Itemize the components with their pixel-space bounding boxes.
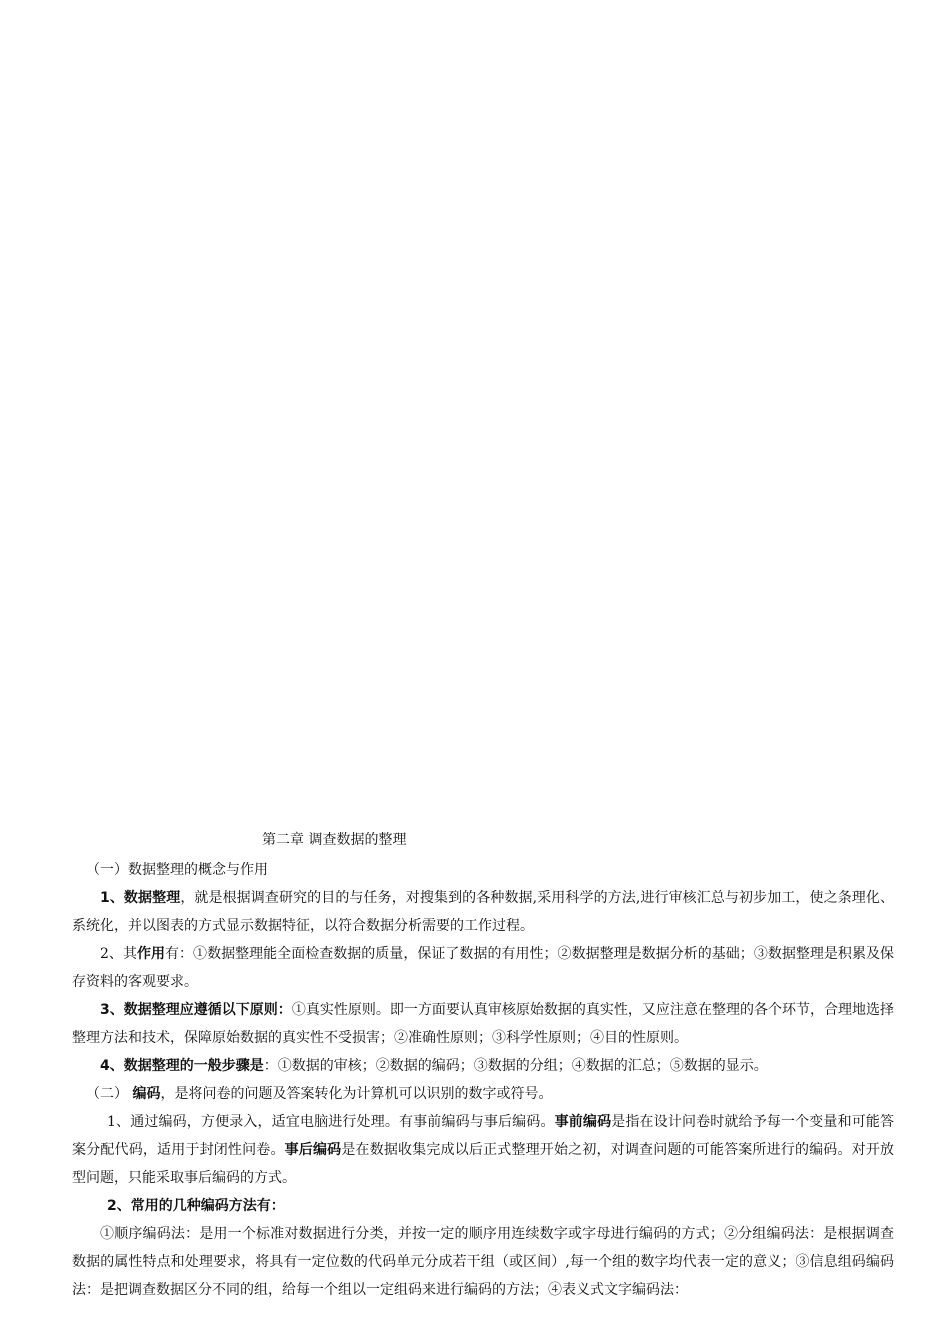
term-principles: 3、数据整理应遵循以下原则： [100,1002,292,1018]
term-steps: 4、数据整理的一般步骤是 [100,1058,264,1074]
paragraph-data-organization: 1、数据整理，就是根据调查研究的目的与任务，对搜集到的各种数据,采用科学的方法,进行审核汇总与初步加工，使之条理化、系统化，并以图表的方式显示数据特征，以符合数据分析需要的工作过程。 [72,890,894,934]
paragraph-coding-methods-heading: 2、常用的几种编码方法有： [107,1198,285,1214]
term-data-organization: 1、数据整理 [100,890,181,906]
paragraph-function: 2、其作用有：①数据整理能全面检查数据的质量，保证了数据的有用性；②数据整理是数据分析的基础；③数据整理是积累及保存资料的客观要求。 [72,946,894,990]
chapter-title: 第二章 调查数据的整理 [262,832,407,848]
term-post-coding: 事后编码 [284,1142,342,1158]
section2-heading: （二） 编码，是将问卷的问题及答案转化为计算机可以识别的数字或符号。 [86,1086,553,1102]
document-body [72,826,894,1304]
term-function: 作用 [136,946,166,962]
paragraph-steps: 4、数据整理的一般步骤是：①数据的审核；②数据的编码；③数据的分组；④数据的汇总；⑤数据的显示。 [100,1058,768,1074]
paragraph-principles: 3、数据整理应遵循以下原则：①真实性原则。即一方面要认真审核原始数据的真实性，又应注意在整理的各个环节，合理地选择整理方法和技术，保障原始数据的真实性不受损害；②准确性原则；③科学性原则；④目的性原则。 [72,1002,894,1046]
term-coding: 编码 [132,1086,161,1102]
section1-heading: （一）数据整理的概念与作用 [86,862,268,878]
term-pre-coding: 事前编码 [554,1114,612,1130]
paragraph-coding-methods: ①顺序编码法：是用一个标准对数据进行分类，并按一定的顺序用连续数字或字母进行编码的方式；②分组编码法：是根据调查数据的属性特点和处理要求，将具有一定位数的代码单元分成若干组（或区间）,每一个组的数字均代表一定的意义；③信息组码编码法：是把调查数据区分不同的组，给每一个组以一定组码来进行编码的方法；④表义式文字编码法： [72,1226,894,1298]
paragraph-coding-types: 1、通过编码，方便录入，适宜电脑进行处理。有事前编码与事后编码。事前编码是指在设计问卷时就给予每一个变量和可能答案分配代码，适用于封闭性问卷。事后编码是在数据收集完成以后正式整理开始之初，对调查问题的可能答案所进行的编码。对开放型问题，只能采取事后编码的方式。 [72,1114,895,1186]
